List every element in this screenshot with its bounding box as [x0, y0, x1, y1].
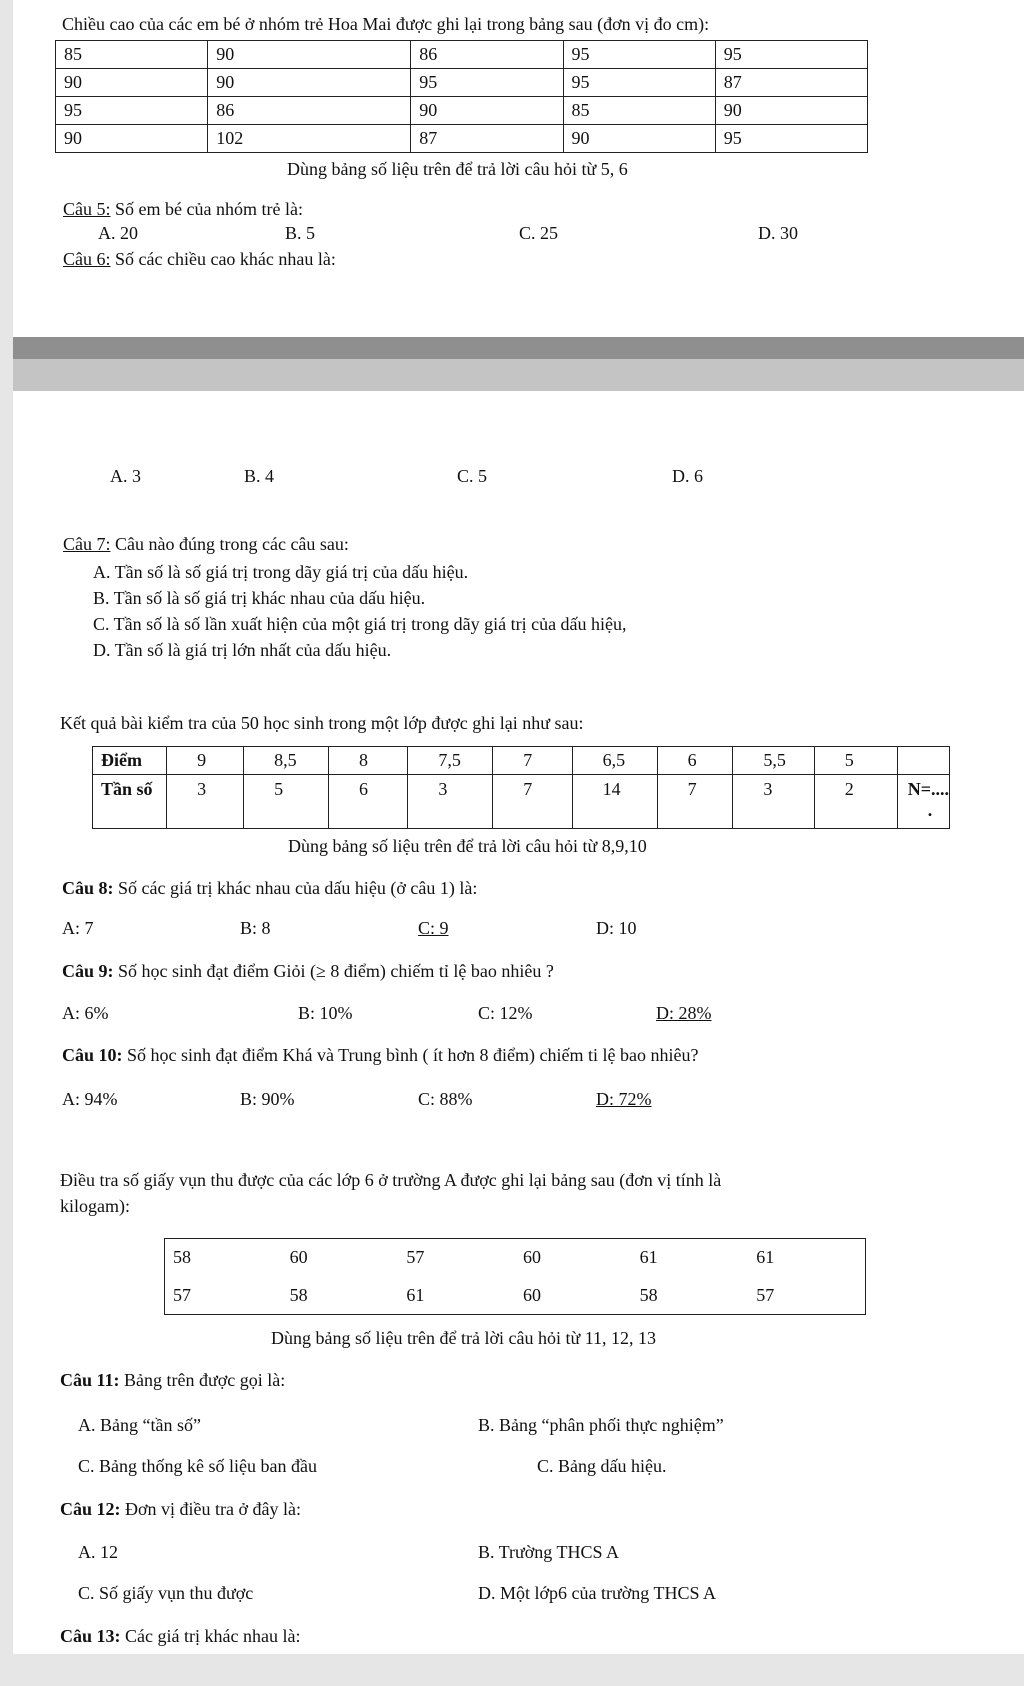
question-text: Số các chiều cao khác nhau là: — [110, 249, 336, 269]
score-cell: 8,5 — [244, 747, 329, 775]
section2-caption: Dùng bảng số liệu trên để trả lời câu hỏi từ 8,9,10 — [288, 836, 647, 856]
table-cell: 102 — [208, 125, 411, 153]
q10-option-c: C: 88% — [418, 1089, 473, 1109]
question-text: Bảng trên được gọi là: — [119, 1370, 286, 1390]
question-text: Câu nào đúng trong các câu sau: — [110, 534, 349, 554]
waste-paper-table — [164, 1238, 866, 1315]
question-text: Số học sinh đạt điểm Giỏi (≥ 8 điểm) chiếm tỉ lệ bao nhiêu ? — [113, 961, 554, 981]
q8-option-c-answer: C: 9 — [418, 918, 449, 938]
q6-option-c: C. 5 — [457, 466, 488, 486]
score-cell: 6 — [657, 747, 733, 775]
total-label: N=.... — [907, 779, 949, 799]
table-row — [56, 41, 868, 69]
q12-option-b: B. Trường THCS A — [478, 1542, 620, 1562]
score-cell: 7,5 — [408, 747, 493, 775]
q9-option-b: B: 10% — [298, 1003, 353, 1023]
question-label: Câu 13: — [60, 1626, 121, 1646]
q11-option-d: C. Bảng dấu hiệu. — [537, 1456, 667, 1476]
question-label: Câu 10: — [62, 1045, 123, 1065]
frequency-cell: 3 — [733, 775, 814, 829]
question-label: Câu 11: — [60, 1370, 120, 1390]
q8-option-d: D: 10 — [596, 918, 637, 938]
question-label: Câu 12: — [60, 1499, 121, 1519]
score-cell: 7 — [493, 747, 572, 775]
section2-intro: Kết quả bài kiểm tra của 50 học sinh trong một lớp được ghi lại như sau: — [60, 713, 584, 733]
q6-option-d: D. 6 — [672, 466, 703, 486]
table-cell: 90 — [563, 125, 715, 153]
question-text: Các giá trị khác nhau là: — [120, 1626, 301, 1646]
row-label-frequency: Tần số — [93, 775, 167, 829]
score-cell: 6,5 — [572, 747, 657, 775]
bottom-margin-strip — [0, 1654, 1024, 1686]
frequency-cell: 6 — [329, 775, 408, 829]
table-cell: 57 — [173, 1284, 191, 1305]
q7-option-d: D. Tần số là giá trị lớn nhất của dấu hiệu. — [93, 640, 392, 660]
table-cell: 95 — [715, 41, 867, 69]
q12-option-a: A. 12 — [78, 1542, 118, 1562]
page-break-band-light — [13, 359, 1024, 391]
height-table — [55, 40, 868, 153]
table-cell: 60 — [522, 1284, 541, 1305]
table-cell: 61 — [639, 1247, 658, 1268]
frequency-cell: 3 — [167, 775, 244, 829]
table-cell: 90 — [208, 69, 411, 97]
table-row — [56, 125, 868, 153]
row-label-score: Điểm — [93, 747, 167, 775]
table-cell: 85 — [563, 97, 715, 125]
score-cell: 8 — [329, 747, 408, 775]
table-cell: 86 — [411, 41, 563, 69]
frequency-cell: 7 — [493, 775, 572, 829]
question-12 — [60, 1499, 301, 1520]
section3-intro-line2: kilogam): — [60, 1196, 130, 1216]
table-cell: 87 — [411, 125, 563, 153]
frequency-cell: 5 — [244, 775, 329, 829]
table-cell: 86 — [208, 97, 411, 125]
frequency-cell: 2 — [814, 775, 897, 829]
table-row — [165, 1239, 866, 1277]
question-5 — [63, 199, 303, 220]
q6-option-a: A. 3 — [110, 466, 141, 486]
score-cell: 9 — [167, 747, 244, 775]
q10-option-d-answer: D: 72% — [596, 1089, 652, 1109]
table-cell: 61 — [406, 1284, 425, 1305]
q8-option-a: A: 7 — [62, 918, 94, 938]
q11-option-b: B. Bảng “phân phối thực nghiệm” — [478, 1415, 724, 1435]
table-cell: 58 — [173, 1247, 191, 1268]
q5-option-b: B. 5 — [285, 223, 316, 243]
table-cell: 90 — [715, 97, 867, 125]
table-cell: 57 — [406, 1247, 425, 1268]
table-cell: 87 — [715, 69, 867, 97]
q9-option-c: C: 12% — [478, 1003, 533, 1023]
score-frequency-table — [92, 746, 950, 829]
question-10 — [62, 1045, 698, 1066]
total-header-cell — [897, 747, 949, 775]
q7-option-a: A. Tần số là số giá trị trong dãy giá trị của dấu hiệu. — [93, 562, 469, 582]
frequency-cell: 14 — [572, 775, 657, 829]
section3-caption: Dùng bảng số liệu trên để trả lời câu hỏi từ 11, 12, 13 — [271, 1328, 657, 1348]
question-label: Câu 6: — [63, 249, 111, 269]
q11-option-a: A. Bảng “tần số” — [78, 1415, 201, 1435]
table-cell: 58 — [289, 1284, 308, 1305]
question-label: Câu 9: — [62, 961, 114, 981]
q7-option-c: C. Tần số là số lần xuất hiện của một giá trị trong dãy giá trị của dấu hiệu, — [93, 614, 627, 634]
section1-caption: Dùng bảng số liệu trên để trả lời câu hỏi từ 5, 6 — [287, 159, 628, 179]
question-11 — [60, 1370, 285, 1391]
question-label: Câu 5: — [63, 199, 111, 219]
question-8 — [62, 878, 477, 899]
q9-option-d-answer: D: 28% — [656, 1003, 712, 1023]
q5-option-d: D. 30 — [758, 223, 798, 243]
q9-option-a: A: 6% — [62, 1003, 109, 1023]
section3-intro-line1: Điều tra số giấy vụn thu được của các lớp 6 ở trường A được ghi lại bảng sau (đơn vị tính là — [60, 1170, 722, 1190]
table-cell: 95 — [563, 41, 715, 69]
q12-option-c: C. Số giấy vụn thu được — [78, 1583, 254, 1603]
table-cell: 90 — [411, 97, 563, 125]
question-text: Đơn vị điều tra ở đây là: — [120, 1499, 302, 1519]
q6-option-b: B. 4 — [244, 466, 275, 486]
frequency-cell: 7 — [657, 775, 733, 829]
table-cell: 61 — [756, 1247, 775, 1268]
q5-option-a: A. 20 — [98, 223, 138, 243]
table-row — [56, 69, 868, 97]
q5-option-c: C. 25 — [519, 223, 559, 243]
table-cell: 95 — [563, 69, 715, 97]
table-cell: 85 — [56, 41, 208, 69]
q11-option-c: C. Bảng thống kê số liệu ban đầu — [78, 1456, 317, 1476]
q7-option-b: B. Tần số là số giá trị khác nhau của dấu hiệu. — [93, 588, 426, 608]
table-cell: 60 — [522, 1247, 541, 1268]
question-label: Câu 7: — [63, 534, 111, 554]
table-cell: 90 — [56, 69, 208, 97]
question-6 — [63, 249, 336, 270]
score-cell: 5 — [814, 747, 897, 775]
table-cell: 95 — [411, 69, 563, 97]
section1-intro: Chiều cao của các em bé ở nhóm trẻ Hoa Mai được ghi lại trong bảng sau (đơn vị đo cm): — [62, 14, 710, 34]
table-cell: 90 — [56, 125, 208, 153]
q12-option-d: D. Một lớp6 của trường THCS A — [478, 1583, 716, 1603]
left-margin-strip — [0, 0, 13, 1686]
question-text: Số em bé của nhóm trẻ là: — [110, 199, 303, 219]
table-cell: 90 — [208, 41, 411, 69]
score-cell: 5,5 — [733, 747, 814, 775]
q10-option-b: B: 90% — [240, 1089, 295, 1109]
table-cell: 95 — [715, 125, 867, 153]
question-7 — [63, 534, 349, 555]
table-cell: 60 — [289, 1247, 308, 1268]
page-break-band-dark — [13, 337, 1024, 359]
table-row — [56, 97, 868, 125]
question-label: Câu 8: — [62, 878, 114, 898]
table-row — [165, 1277, 866, 1315]
total-dot: . — [927, 800, 933, 820]
total-cell — [897, 775, 949, 829]
q10-option-a: A: 94% — [62, 1089, 118, 1109]
question-13 — [60, 1626, 300, 1647]
question-text: Số các giá trị khác nhau của dấu hiệu (ở câu 1) là: — [113, 878, 478, 898]
table-cell: 57 — [756, 1284, 775, 1305]
table-cell: 58 — [639, 1284, 658, 1305]
q8-option-b: B: 8 — [240, 918, 271, 938]
question-text: Số học sinh đạt điểm Khá và Trung bình ( ít hơn 8 điểm) chiếm ti lệ bao nhiêu? — [122, 1045, 699, 1065]
table-cell: 95 — [56, 97, 208, 125]
frequency-cell: 3 — [408, 775, 493, 829]
question-9 — [62, 961, 554, 982]
